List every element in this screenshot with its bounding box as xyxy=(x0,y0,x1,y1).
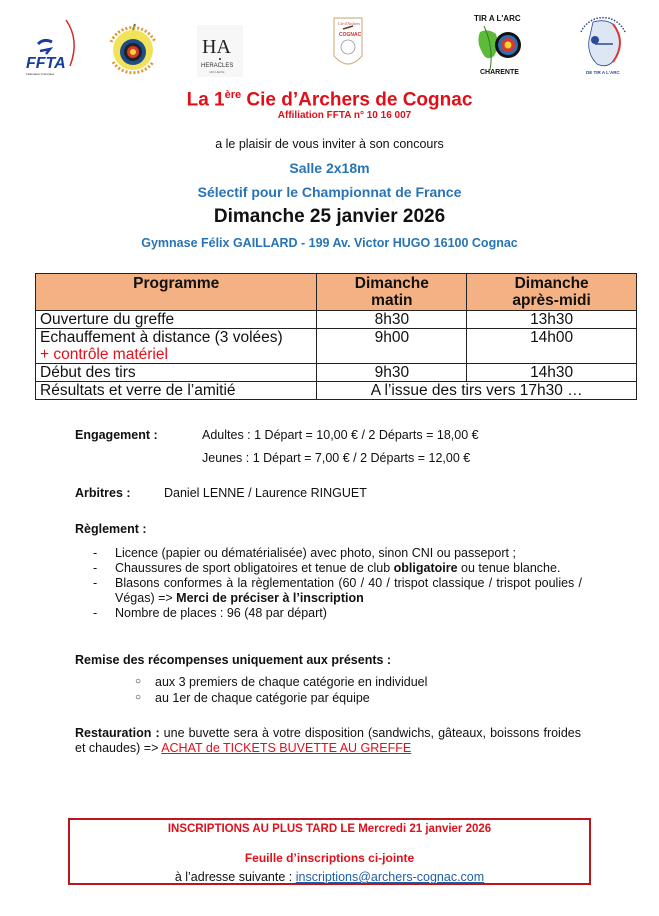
email-link[interactable]: inscriptions@archers-cognac.com xyxy=(295,870,485,884)
svg-text:DE TIR A L'ARC: DE TIR A L'ARC xyxy=(586,70,620,75)
row-label: Début des tirs xyxy=(36,364,317,382)
svg-text:ARCHERIE: ARCHERIE xyxy=(209,70,225,74)
header-afternoon: Dimanche après-midi xyxy=(467,274,637,311)
svg-text:HA: HA xyxy=(202,36,231,58)
reglement-list xyxy=(93,546,582,621)
ffta-logo-text: FFTA xyxy=(26,55,66,72)
ffta-logo xyxy=(22,18,82,78)
restauration-label: Restauration : xyxy=(75,726,160,740)
circle-bullet-icon: ○ xyxy=(135,692,142,703)
table-row xyxy=(36,311,637,329)
row-label: Résultats et verre de l’amitié xyxy=(36,382,317,400)
inscriptions-address: à l’adresse suivante : inscriptions@archers-cognac.com xyxy=(174,870,485,884)
svg-text:COGNAC: COGNAC xyxy=(339,32,362,38)
engagement-adults: Adultes : 1 Départ = 10,00 € / 2 Départs = 18,00 € xyxy=(202,428,479,442)
event-date: Dimanche 25 janvier 2026 xyxy=(213,206,446,227)
table-row xyxy=(36,382,637,400)
row-morning: 8h30 xyxy=(317,311,467,329)
row-morning: 9h00 xyxy=(317,329,467,364)
svg-text:CHARENTE: CHARENTE xyxy=(480,69,519,76)
comite-regional-logo xyxy=(573,10,633,78)
reglement-label: Règlement : xyxy=(75,522,147,536)
header-programme: Programme xyxy=(36,274,317,311)
inscriptions-deadline: INSCRIPTIONS AU PLUS TARD LE Mercredi 21 janvier 2026 xyxy=(167,823,492,835)
tir-a-larc-charente-logo xyxy=(470,12,530,76)
heracles-logo-text: HERACLES xyxy=(201,63,234,69)
title-superscript: ère xyxy=(224,89,242,101)
header-morning: Dimanche matin xyxy=(317,274,467,311)
row-afternoon: 14h30 xyxy=(467,364,637,382)
row-afternoon: 13h30 xyxy=(467,311,637,329)
row-afternoon: 14h00 xyxy=(467,329,637,364)
row-merged: A l’issue des tirs vers 17h30 … xyxy=(317,382,637,400)
recompenses-list xyxy=(135,674,575,706)
circle-bullet-icon: ○ xyxy=(135,676,142,687)
centre-ouest-archery-logo xyxy=(103,18,163,78)
engagement-label: Engagement : xyxy=(75,428,158,442)
list-item: - Nombre de places : 96 (48 par départ) xyxy=(93,606,327,620)
table-header-row xyxy=(36,274,637,311)
row-label: Ouverture du greffe xyxy=(36,311,317,329)
row-morning: 9h30 xyxy=(317,364,467,382)
list-item: - Blasons conformes à la règlementation (60 / 40 / trispot classique / trispot poulies / Végas) => Merci de préciser à l’inscription xyxy=(93,576,582,605)
row-note: + contrôle matériel xyxy=(40,346,168,363)
arbitres-names: Daniel LENNE / Laurence RINGUET xyxy=(164,486,367,500)
inscriptions-box xyxy=(68,818,591,885)
venue: Gymnase Félix GAILLARD - 199 Av. Victor HUGO 16100 Cognac xyxy=(141,236,518,250)
invite-text: a le plaisir de vous inviter à son concours xyxy=(215,137,444,151)
svg-text:TIR A L'ARC: TIR A L'ARC xyxy=(474,14,521,23)
heracles-logo xyxy=(197,25,243,77)
inscriptions-sheet: Feuille d’inscriptions ci-jointe xyxy=(244,851,415,865)
list-item: - Chaussures de sport obligatoires et tenue de club obligatoire ou tenue blanche. xyxy=(93,561,561,575)
list-item: ○ aux 3 premiers de chaque catégorie en individuel xyxy=(135,675,428,689)
restauration-paragraph: Restauration : une buvette sera à votre disposition (sandwichs, gâteaux, boissons froides et chaudes) => ACHAT de TICKETS BUVETTE AU GREFFE xyxy=(75,726,581,755)
list-item: - Licence (papier ou dématérialisée) avec photo, sinon CNI ou passeport ; xyxy=(93,546,516,560)
table-row xyxy=(36,329,637,364)
row-label: Echauffement à distance (3 volées) + contrôle matériel xyxy=(36,329,317,364)
svg-text:Fédération Française: Fédération Française xyxy=(26,72,55,76)
table-row xyxy=(36,364,637,382)
selective-text: Sélectif pour le Championnat de France xyxy=(197,184,462,200)
program-table xyxy=(35,273,637,400)
list-item: ○ au 1er de chaque catégorie par équipe xyxy=(135,691,370,705)
svg-text:Cie d'Archers: Cie d'Archers xyxy=(338,21,360,26)
page-title: La 1ère Cie d’Archers de Cognac xyxy=(186,89,473,111)
arbitres-label: Arbitres : xyxy=(75,486,131,500)
affiliation: Affiliation FFTA n° 10 16 007 xyxy=(277,110,412,121)
buvette-notice: ACHAT de TICKETS BUVETTE AU GREFFE xyxy=(161,741,412,755)
recompenses-label: Remise des récompenses uniquement aux présents : xyxy=(75,653,392,667)
engagement-youth: Jeunes : 1 Départ = 7,00 € / 2 Départs = 12,00 € xyxy=(202,451,471,465)
event-type: Salle 2x18m xyxy=(289,160,370,176)
cognac-club-logo xyxy=(331,14,365,74)
